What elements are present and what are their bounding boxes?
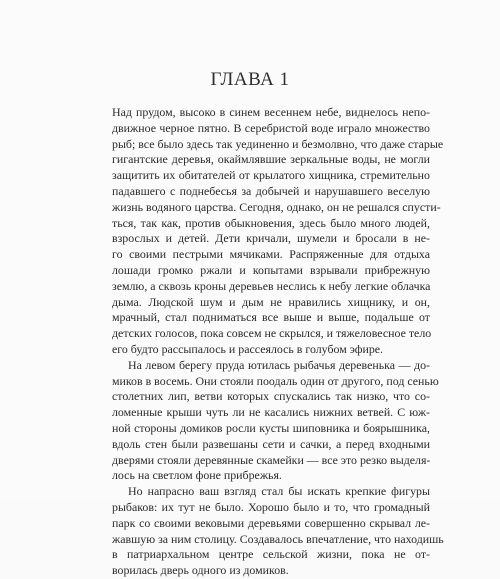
text-line: На левом берегу пруда ютилась рыбачья деревенька — до- [128, 357, 430, 372]
text-line: дверями стояли деревянные скамейки — все это резко выделя- [112, 452, 431, 467]
text-line: миков в восемь. Они стояли поодаль один от другого, под сенью [112, 373, 439, 388]
text-line: защитить их обитателей от крылатого хищника, стремительно [112, 168, 430, 183]
text-line: парк со своими вековыми деревьями совершенно скрывал ле- [112, 515, 430, 530]
text-line: жавшую за ним столицу. Создавалось впечатление, что находишь [112, 531, 444, 546]
text-line: падавшего с поднебесья за добычей и нарушавшего веселую [112, 183, 430, 198]
text-line: дыма. Людской шум и дым не нравились хищнику, и он, [112, 294, 430, 309]
text-line: ворилась дверь одного из домиков. [112, 563, 289, 578]
text-line: столетних лип, ветви которых спускались так низко, что со- [112, 389, 430, 404]
text-line: его будто рассыпалось и рассеялось в голубом эфире. [112, 341, 384, 356]
text-line: взрослых и детей. Дети кричали, шумели и бросали в не- [112, 231, 430, 246]
text-line: вдоль стен были развешаны сети и сачки, а перед входными [112, 436, 430, 451]
text-line: рыб; все было здесь так уединенно и безмолвно, что даже старые [112, 136, 444, 151]
text-line: ться, так как, против обыкновения, здесь было много людей, [112, 215, 430, 230]
text-line: лось на светлом фоне прибрежья. [112, 468, 282, 483]
text-line: в патриархальном центре сельской жизни, пока не от- [112, 547, 430, 562]
text-line: жизнь водяного царства. Сегодня, однако, он не решался спусти- [112, 199, 441, 214]
text-line: Но напрасно ваш взгляд стал бы искать крепкие фигуры [128, 484, 430, 499]
text-line: ломенные крыши чуть ли не касались нижних ветвей. С юж- [112, 405, 430, 420]
text-line: гигантские деревья, окаймлявшие зеркальные воды, не могли [112, 152, 430, 167]
chapter-body [112, 105, 444, 579]
text-line: рыбаков: их тут не было. Хорошо было и то, что громадный [112, 499, 430, 514]
text-line: землю, а сквозь кроны деревьев неслись к небу легкие облачка [112, 278, 431, 293]
text-line: го своими пестрыми мячиками. Распряженные для отдыха [112, 247, 430, 262]
text-line: мрачный, стал подниматься все выше и выше, подальше от [112, 310, 430, 325]
text-line: движное черное пятно. В серебристой воде играло множество [112, 120, 430, 135]
text-line: детских голосов, пока совсем не скрылся, и тяжеловесное тело [112, 326, 432, 341]
text-line: лошади громко ржали и копытами взрывали прибрежную [112, 262, 430, 277]
chapter-title: ГЛАВА 1 [210, 69, 290, 90]
text-line: ной стороны домиков росли кусты шиповника и боярышника, [112, 420, 430, 435]
text-line: Над прудом, высоко в синем весеннем небе, виднелось непо- [112, 105, 430, 119]
